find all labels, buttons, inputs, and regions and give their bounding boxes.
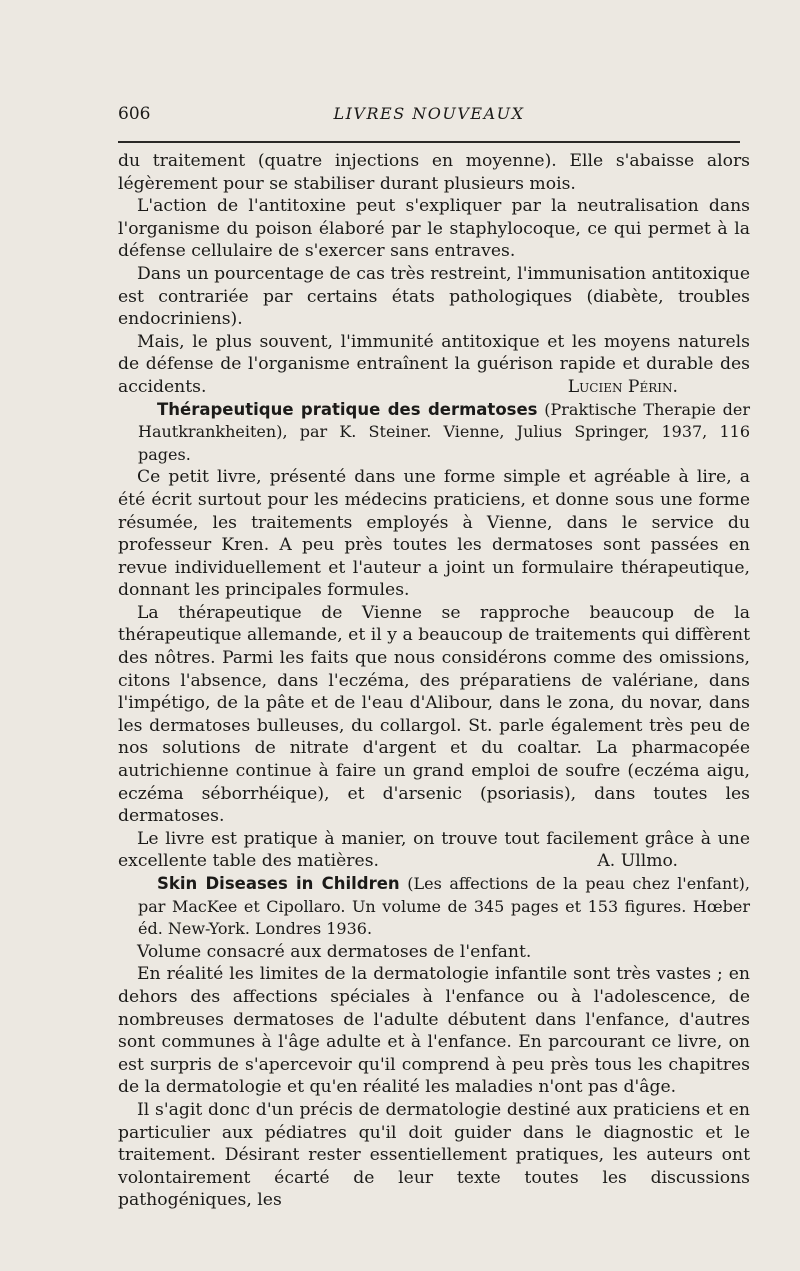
paragraph: En réalité les limites de la dermatologie infantile sont très vastes ; en dehors des affections spéciales à l'enfance ou à l'adolescence, de nombreuses dermatoses de l'adulte débutent dans l'enfance, d'autres sont communes à l'âge adulte et à l'enfance. En parcourant ce livre, on est surpris de s'apercevoir qu'il comprend à peu près tous les chapitres de la dermatologie et qu'en réalité les maladies n'ont pas d'âge. (118, 964, 750, 1098)
paragraph: Dans un pourcentage de cas très restreint, l'immunisation antitoxique est contrariée par certains états pathologiques (diabète, troubles endocriniens). (118, 263, 750, 330)
paragraph: Il s'agit donc d'un précis de dermatologie destiné aux praticiens et en particulier aux pédiatres qu'il doit guider dans le diagnostic et le traitement. Désirant rester essentiellement pratiques, les auteurs ont volontairement écarté de leur texte toutes les discussions pathogéniques, les (118, 1099, 750, 1211)
paragraph: Volume consacré aux dermatoses de l'enfant. (137, 941, 532, 962)
author-signature: A. Ullmo. (597, 851, 678, 872)
body-text (118, 150, 750, 1212)
header-rule (118, 141, 740, 143)
paragraph-text: Le livre est pratique à manier, on trouve tout facilement grâce à une excellente table des matières. (118, 828, 750, 872)
page-header (118, 104, 740, 134)
book-citation: (Les affections de la peau chez l'enfant), par MacKee et Cipollaro. Un volume de 345 pages et 153 figures. Hœber éd. New-York. Londres 1936. (138, 874, 751, 939)
running-title: LIVRES NOUVEAUX (333, 104, 525, 123)
review-heading (118, 873, 750, 941)
review-heading (118, 399, 750, 467)
paragraph: L'action de l'antitoxine peut s'expliquer par la neutralisation dans l'organisme du poison élaboré par le staphylocoque, ce qui permet à la défense cellulaire de s'exercer sans entraves. (118, 196, 750, 262)
paragraph (118, 828, 750, 873)
paragraph: La thérapeutique de Vienne se rapproche beaucoup de la thérapeutique allemande, et il y a beaucoup de traitements qui diffèrent des nôtres. Parmi les faits que nous considérons comme des omissions, citons l'absence, dans l'eczéma, des préparatiens de valériane, dans l'impétigo, de la pâte et de l'eau d'Alibour, dans le zona, du novar, dans les dermatoses bulleuses, du collargol. St. parle également très peu de nos solutions de nitrate d'argent et du coaltar. La pharmacopée autrichienne continue à faire un grand emploi de soufre (eczéma aigu, eczéma séborrhéique), et d'arsenic (psoriasis), dans toutes les dermatoses. (118, 602, 750, 827)
paragraph: Ce petit livre, présenté dans une forme simple et agréable à lire, a été écrit surtout pour les médecins praticiens, et donne sous une forme résumée, les traitements employés à Vienne, dans le service du professeur Kren. A peu près toutes les dermatoses sont passées en revue individuellement et l'auteur a joint un formulaire thérapeutique, donnant les principales formules. (118, 467, 750, 601)
author-signature: Lucien Périn. (567, 376, 678, 397)
book-citation: (Praktische Therapie der Hautkrankheiten), par K. Steiner. Vienne, Julius Springer, 1937, 116 pages. (138, 399, 750, 464)
paragraph: du traitement (quatre injections en moyenne). Elle s'abaisse alors légèrement pour se stabiliser durant plusieurs mois. (118, 151, 750, 194)
page-number: 606 (118, 104, 151, 124)
paragraph-text: Mais, le plus souvent, l'immunité antitoxique et les moyens naturels de défense de l'organisme entraînent la guérison rapide et durable des accidents. (118, 331, 750, 397)
book-title: Skin Diseases in Children (157, 874, 400, 893)
book-title: Thérapeutique pratique des dermatoses (157, 399, 538, 419)
paragraph (118, 331, 750, 399)
